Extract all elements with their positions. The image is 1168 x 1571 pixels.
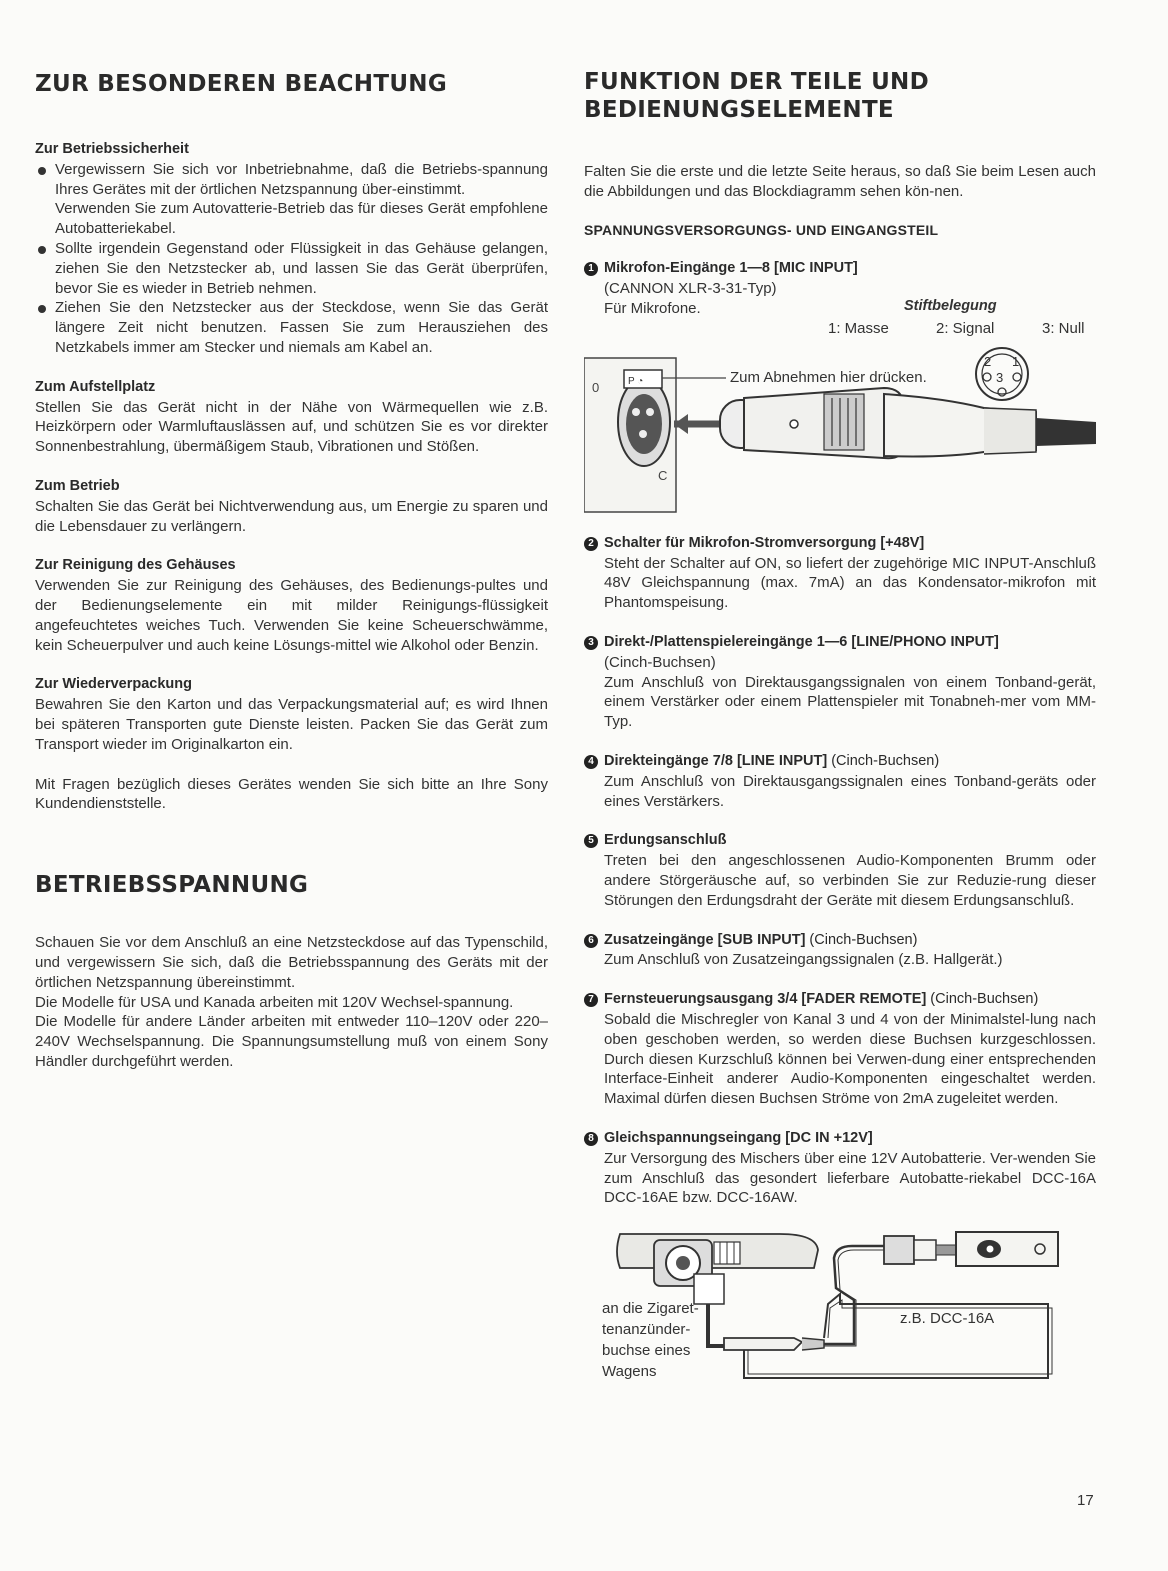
item-title: Schalter für Mikrofon-Stromversorgung [+48V] xyxy=(604,534,925,551)
heading-betrieb: Zum Betrieb xyxy=(35,477,120,494)
item-text: Steht der Schalter auf ON, so liefert der zugehörige MIC INPUT-Anschluß 48V Gleichspannung (max. 7mA) an das Kondensator-mikrofon mit Phantomspeisung. xyxy=(604,554,1096,612)
heading-wiederverpackung: Zur Wiederverpackung xyxy=(35,676,192,693)
bullet-dot-icon xyxy=(38,167,46,175)
pin-label: 1 xyxy=(1012,353,1020,369)
xlr-connector-illustration xyxy=(584,342,1096,522)
text-betrieb: Schalten Sie das Gerät bei Nichtverwendung aus, um Energie zu sparen und die Lebensdauer zu verlängern. xyxy=(35,497,548,535)
item-title: Zusatzeingänge [SUB INPUT] (Cinch-Buchsen) xyxy=(604,931,918,948)
pin-assignment xyxy=(584,298,1096,338)
item-title: Mikrofon-Eingänge 1—8 [MIC INPUT] xyxy=(604,260,858,277)
item-title: Erdungsanschluß xyxy=(604,832,727,849)
item-text: Zum Anschluß von Direktausgangssignalen eines Tonband-geräts oder eines Verstärkers. xyxy=(604,772,1096,810)
item-line: Für Mikrofone. xyxy=(604,299,701,317)
svg-text:C: C xyxy=(658,467,668,483)
label-cable-model: z.B. DCC-16A xyxy=(900,1310,995,1328)
item-fader-remote xyxy=(584,990,1096,1109)
item-line-input xyxy=(584,752,1096,811)
number-badge: 5 xyxy=(584,834,598,848)
item-text: Treten bei den angeschlossenen Audio-Komponenten Brumm oder andere Störgeräusche auf, so verbinden Sie zur Reduzie-rung dieser Störungen den Erdungsdraht der Geräte mit diesem Erdungsanschluß. xyxy=(604,852,1096,909)
item-text: Zum Anschluß von Direktausgangssignalen von einem Tonband-gerät, einem Verstärker oder einem Plattenspieler mit Tonabneh-mer vom MM-Typ. xyxy=(604,673,1096,731)
number-badge: 2 xyxy=(584,537,598,551)
item-dc-in xyxy=(584,1129,1096,1208)
number-badge: 3 xyxy=(584,636,598,650)
item-sub-input xyxy=(584,931,1096,971)
number-badge: 1 xyxy=(584,262,598,276)
section-wiederverpackung xyxy=(35,675,548,754)
section-title-funktion: FUNKTION DER TEILE UND BEDIENUNGSELEMENTE xyxy=(584,69,929,123)
item-line-phono-input xyxy=(584,633,1096,732)
item-title: Direkt-/Plattenspielereingänge 1—6 [LINE/PHONO INPUT] xyxy=(604,633,999,650)
section-title-besondere-beachtung: ZUR BESONDEREN BEACHTUNG xyxy=(35,71,448,97)
pin-label: 2 xyxy=(984,353,992,369)
right-column xyxy=(584,64,1096,1393)
section-reinigung xyxy=(35,556,548,655)
section-betrieb xyxy=(35,477,548,536)
pin-1: 1: Masse xyxy=(828,319,889,337)
section-title-betriebsspannung: BETRIEBSSPANNUNG xyxy=(35,872,309,899)
label-cigarette-lighter: an die Zigaret- tenanzünder- buchse eines Wagens xyxy=(602,1300,699,1381)
number-badge: 8 xyxy=(584,1132,598,1146)
number-badge: 7 xyxy=(584,993,598,1007)
item-text: Zum Anschluß von Zusatzeingangssignalen (z.B. Hallgerät.) xyxy=(604,951,1003,969)
heading-reinigung: Zur Reinigung des Gehäuses xyxy=(35,557,236,574)
left-column xyxy=(35,64,548,1072)
number-badge: 4 xyxy=(584,755,598,769)
bullet-item: Ziehen Sie den Netzstecker aus der Steckdose, wenn Sie das Gerät längere Zeit nicht benutzen. Fassen Sie zum Herausziehen des Netzkabels immer am Stecker und niemals am Kabel an. xyxy=(35,298,548,357)
bullet-list xyxy=(35,160,548,358)
item-title: Direkteingänge 7/8 [LINE INPUT] (Cinch-Buchsen) xyxy=(604,752,940,769)
text-reinigung: Verwenden Sie zur Reinigung des Gehäuses, des Bedienungs-pultes und der Bedienungselemente ein mit milder Reinigungs-flüssigkeit angefeuchtetes weiches Tuch. Verwenden Sie keine Scheuerschwämme, kein Scheuerpulver und auch keine Lösungs-mittel wie Alkohol oder Benzin. xyxy=(35,577,548,654)
pin-label: 3 xyxy=(996,369,1004,385)
item-line: (CANNON XLR-3-31-Typ) xyxy=(604,280,777,298)
section-betriebsspannung-body xyxy=(35,933,548,1072)
item-title: Fernsteuerungsausgang 3/4 [FADER REMOTE] (Cinch-Buchsen) xyxy=(604,991,1039,1008)
intro-text: Falten Sie die erste und die letzte Seite heraus, so daß Sie beim Lesen auch die Abbildungen und das Blockdiagramm sehen kön-nen. xyxy=(584,163,1096,200)
section-betriebssicherheit xyxy=(35,140,548,358)
section-aufstellplatz xyxy=(35,378,548,457)
item-title: Gleichspannungseingang [DC IN +12V] xyxy=(604,1129,873,1146)
text-bs-1: Schauen Sie vor dem Anschluß an eine Netzsteckdose auf das Typenschild, und vergewissern Sie sich, daß die Betriebsspannung des Geräts mit der örtlichen Netzspannung übereinstimmt. xyxy=(35,934,548,991)
item-phantom-switch xyxy=(584,534,1096,613)
pin-3: 3: Null xyxy=(1042,319,1085,337)
car-cable-illustration xyxy=(584,1228,1096,1393)
text-kundendienst: Mit Fragen bezüglich dieses Gerätes wenden Sie sich bitte an Ihre Sony Kundendienststelle. xyxy=(35,775,548,813)
heading-spannungsversorgung: SPANNUNGSVERSORGUNGS- UND EINGANGSTEIL xyxy=(584,221,939,238)
bullet-item: Sollte irgendein Gegenstand oder Flüssigkeit in das Gehäuse gelangen, ziehen Sie den Netzstecker ab, und lassen Sie das Gerät überprüfen, bevor Sie es wieder in Betrieb nehmen. xyxy=(35,239,548,298)
callout-text: Zum Abnehmen hier drücken. xyxy=(730,368,927,386)
item-text: Sobald die Mischregler von Kanal 3 und 4 von der Minimalstel-lung nach oben geschoben werden, so werden diese Buchsen kurzgeschlossen. Durch diesen Kurzschluß können bei Verwen-dung einer entsprechenden Interface-Einheit anderer Audio-Komponenten eingeschaltet werden. Maximal dürfen diesen Buchsen Ströme von 2mA zugeleitet werden. xyxy=(604,1010,1096,1108)
svg-text:0: 0 xyxy=(592,379,600,395)
item-line: (Cinch-Buchsen) xyxy=(604,653,716,671)
text-wiederverpackung: Bewahren Sie den Karton und das Verpackungsmaterial auf; es wird Ihnen bei späteren Transporten gute Dienste leisten. Packen Sie das Gerät zum Transport wieder im Originalkarton ein. xyxy=(35,696,548,753)
bullet-item: Vergewissern Sie sich vor Inbetriebnahme, daß die Betriebs-spannung Ihres Gerätes mit der örtlichen Netzspannung über-einstimmt. Verwenden Sie zum Autovatterie-Betrieb das für dieses Gerät empfohlene Autobatteriekabel. xyxy=(35,160,548,239)
item-text: Zur Versorgung des Mischers über eine 12V Autobatterie. Ver-wenden Sie zum Anschluß das gesondert lieferbare Autobatte-riekabel DCC-16A DCC-16AE bzw. DCC-16AW. xyxy=(604,1149,1096,1207)
number-badge: 6 xyxy=(584,934,598,948)
heading-aufstellplatz: Zum Aufstellplatz xyxy=(35,378,156,395)
pin-2: 2: Signal xyxy=(936,319,995,337)
page-number: 17 xyxy=(1077,1492,1094,1509)
heading-betriebssicherheit: Zur Betriebssicherheit xyxy=(35,141,189,157)
svg-text:P ◔: P ◔ xyxy=(628,375,644,387)
pin-heading: Stiftbelegung xyxy=(904,297,997,314)
text-aufstellplatz: Stellen Sie das Gerät nicht in der Nähe von Wärmequellen wie z.B. Heizkörpern oder Warmluftauslässen auf, und schützen Sie es vor direkter Sonnenbestrahlung, übermäßigem Staub, Vibrationen und Stößen. xyxy=(35,398,548,456)
bullet-dot-icon xyxy=(38,305,46,313)
text-bs-2: Die Modelle für USA und Kanada arbeiten mit 120V Wechsel-spannung. xyxy=(35,993,514,1011)
item-ground-terminal xyxy=(584,831,1096,910)
bullet-dot-icon xyxy=(38,246,46,254)
text-bs-3: Die Modelle für andere Länder arbeiten mit entweder 110–120V oder 220–240V Wechselspannung. Die Spannungsumstellung muß von einem Sony Händler durchgeführt werden. xyxy=(35,1013,548,1070)
